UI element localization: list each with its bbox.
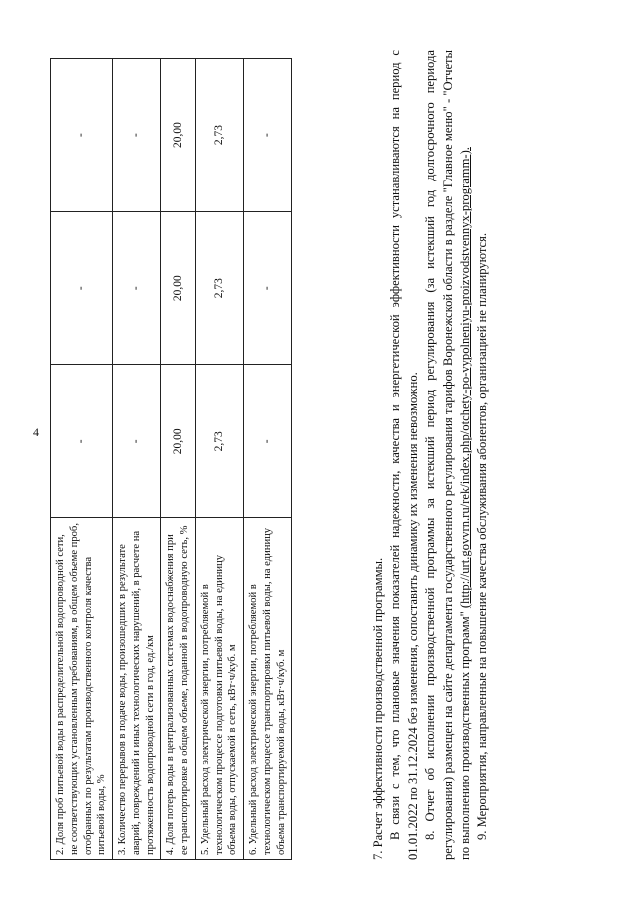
- rotated-content: [50, 30, 550, 880]
- indicator-value: 20,00: [161, 59, 196, 212]
- table-row: [195, 59, 243, 860]
- indicator-name: 4. Доля потерь воды в централизованных системах водоснабжения при ее транспортировке в общем объеме, поданной в водопроводную сеть, %: [161, 518, 196, 860]
- section-7-text: В связи с тем, что плановые значения показателей надежности, качества и энергетической эффективности устанавливаются на период с 01.01.2022 по 31.12.2024 без изменения, сопоставить динамику их изменения невозможно.: [388, 50, 420, 860]
- indicator-value: -: [113, 365, 161, 518]
- indicator-name: 5. Удельный расход электрической энергии, потребляемой в технологическом процессе подготовки питьевой воды, на единицу объема воды, отпускаемой в сеть, кВт·ч/куб. м: [195, 518, 243, 860]
- indicator-name: 2. Доля проб питьевой воды в распределительной водопроводной сети, не соответствующих установленным требованиям, в общем объеме проб, отобранных по результатам производственного контроля качества питьевой воды, %: [51, 518, 113, 860]
- table-row: [161, 59, 196, 860]
- indicator-value: -: [244, 59, 292, 212]
- body-text: [370, 50, 492, 860]
- indicator-value: 2,73: [195, 212, 243, 365]
- page-number: 4: [33, 425, 39, 439]
- report-link[interactable]: (http://urt.govvrn.ru/rek/index.php/otchety-po-vypolneniyu-proizvodstvennyx-programm-).: [457, 147, 472, 609]
- section-8-body: 8. Отчет об исполнении производственной программы за истекший период регулирования (за истекший год долгосрочного периода регулирования) размещен на сайте департамента государственного регулирования тарифов Воронежской области в разделе "Главное меню" - "Отчеты по выполнению производственных программ": [423, 50, 472, 860]
- table-row: [51, 59, 113, 860]
- indicator-value: 2,73: [195, 365, 243, 518]
- indicator-value: -: [244, 212, 292, 365]
- indicator-value: 20,00: [161, 212, 196, 365]
- section-9-text: 9. Мероприятия, направленные на повышение качества обслуживания абонентов, организацией не планируются.: [475, 232, 490, 840]
- indicator-value: -: [113, 59, 161, 212]
- section-7-title: 7. Расчет эффективности производственной программы.: [371, 557, 385, 860]
- table-row: [113, 59, 161, 860]
- indicator-value: 20,00: [161, 365, 196, 518]
- indicator-name: 3. Количество перерывов в подаче воды, произошедших в результате аварий, повреждений и иных технологических нарушений, в расчете на протяженность водопроводной сети в год, ед./км: [113, 518, 161, 860]
- indicator-value: -: [51, 59, 113, 212]
- indicator-value: -: [113, 212, 161, 365]
- table-row: [244, 59, 292, 860]
- indicator-value: -: [51, 212, 113, 365]
- indicator-name: 6. Удельный расход электрической энергии, потребляемой в технологическом процессе транспортировки питьевой воды, на единицу объема транспортируемой воды, кВт·ч/куб. м: [244, 518, 292, 860]
- indicator-value: -: [51, 365, 113, 518]
- indicator-value: 2,73: [195, 59, 243, 212]
- section-8-text: [422, 50, 474, 860]
- indicators-table: [50, 58, 292, 860]
- indicator-value: -: [244, 365, 292, 518]
